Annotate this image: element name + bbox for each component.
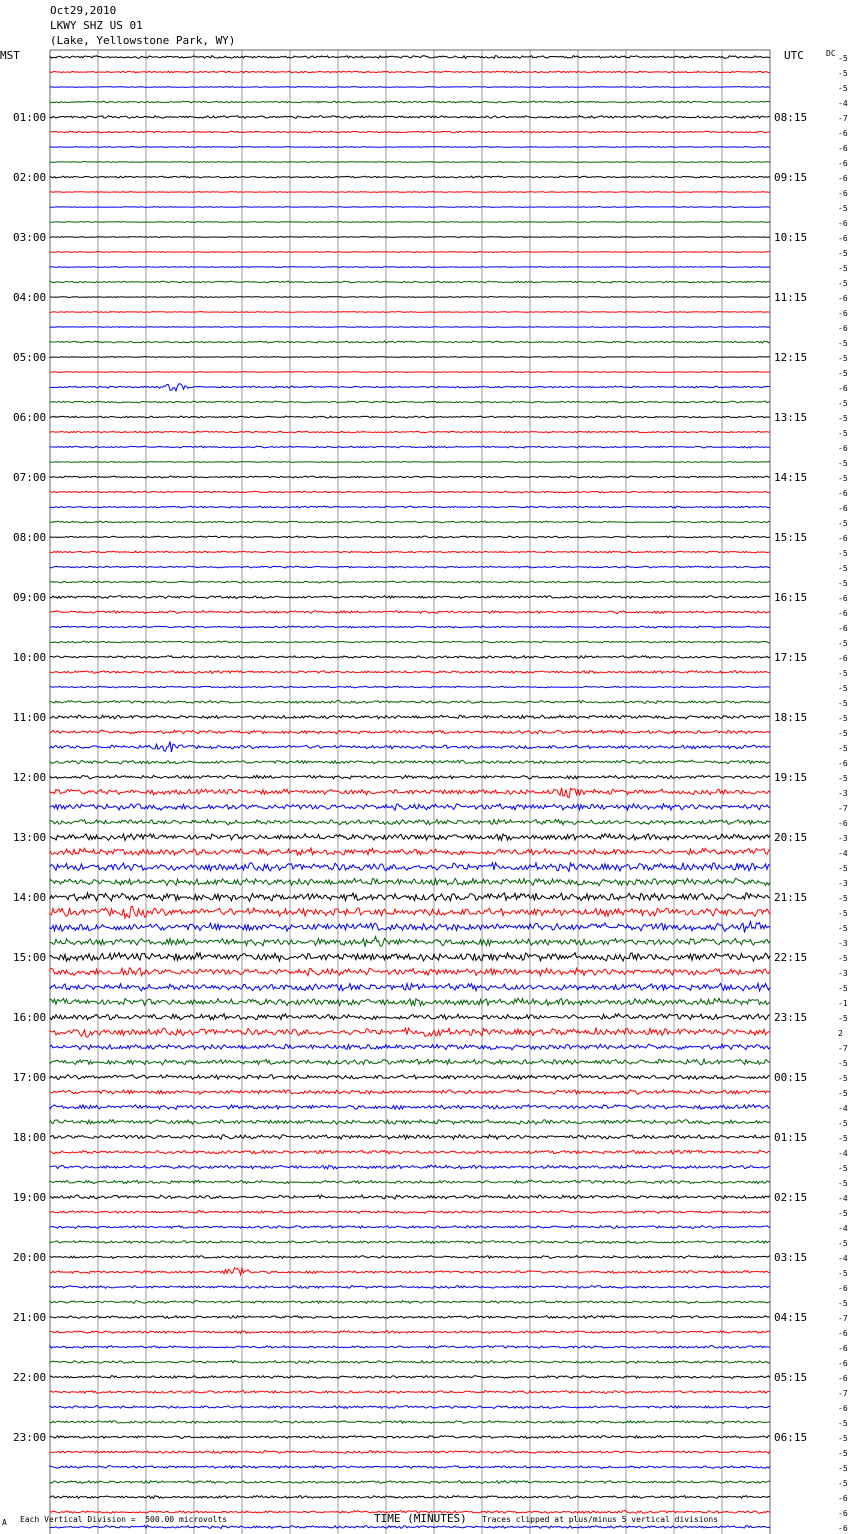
right-hour-label: 00:15 — [774, 1071, 808, 1084]
dc-offset-label: -4 — [838, 99, 848, 108]
dc-offset-label: -6 — [838, 159, 848, 168]
left-hour-label: 02:00 — [13, 171, 47, 184]
left-hour-label: 06:00 — [13, 411, 47, 424]
dc-offset-label: -5 — [838, 699, 848, 708]
dc-offset-label: -6 — [838, 819, 848, 828]
trace-row — [50, 101, 770, 103]
dc-offset-label: -4 — [838, 1194, 848, 1203]
trace-row — [50, 983, 770, 991]
x-axis-label: TIME (MINUTES) — [374, 1512, 467, 1525]
trace-row — [50, 281, 770, 283]
right-hour-label: 21:15 — [774, 891, 808, 904]
dc-offset-label: -6 — [838, 144, 848, 153]
dc-offset-label: -4 — [838, 1254, 848, 1263]
left-hour-label: 07:00 — [13, 471, 47, 484]
trace-row — [50, 1059, 770, 1065]
trace-row — [50, 56, 770, 59]
trace-row — [50, 775, 770, 779]
trace-row — [50, 611, 770, 614]
station-code: LKWY SHZ US 01 — [50, 19, 143, 32]
trace-row — [50, 1105, 770, 1110]
trace-row — [50, 1451, 770, 1454]
trace-row — [50, 207, 770, 208]
trace-row — [50, 1044, 770, 1050]
dc-offset-label: -5 — [838, 909, 848, 918]
dc-offset-label: -1 — [838, 999, 848, 1008]
dc-offset-label: -6 — [838, 309, 848, 318]
trace-row — [50, 357, 770, 358]
trace-row — [50, 431, 770, 433]
left-hour-label: 03:00 — [13, 231, 47, 244]
dc-offset-label: -5 — [838, 459, 848, 468]
trace-row — [50, 491, 770, 493]
right-hour-label: 19:15 — [774, 771, 808, 784]
dc-offset-label: -6 — [838, 534, 848, 543]
left-hour-label: 01:00 — [13, 111, 47, 124]
dc-offset-label: -5 — [838, 399, 848, 408]
left-hour-label: 15:00 — [13, 951, 47, 964]
trace-row — [50, 715, 770, 719]
left-hour-label: 19:00 — [13, 1191, 47, 1204]
dc-offset-label: -6 — [838, 1494, 848, 1503]
dc-offset-label: -4 — [838, 1149, 848, 1158]
trace-row — [50, 671, 770, 674]
dc-offset-label: -6 — [838, 1329, 848, 1338]
trace-row — [50, 968, 770, 976]
dc-offset-label: -6 — [838, 384, 848, 393]
dc-offset-label: -5 — [838, 954, 848, 963]
dc-offset-label: -5 — [838, 1164, 848, 1173]
trace-row — [50, 1014, 770, 1020]
trace-row — [50, 1496, 770, 1499]
dc-offset-label: -5 — [838, 639, 848, 648]
dc-offset-label: -5 — [838, 1434, 848, 1443]
right-hour-label: 18:15 — [774, 711, 808, 724]
dc-offset-label: -6 — [838, 594, 848, 603]
dc-offset-label: -5 — [838, 1119, 848, 1128]
trace-row — [50, 906, 770, 918]
trace-row — [50, 1241, 770, 1244]
dc-offset-label: 2 — [838, 1029, 843, 1038]
dc-offset-label: -5 — [838, 1209, 848, 1218]
right-hour-label: 20:15 — [774, 831, 808, 844]
dc-offset-label: -5 — [838, 579, 848, 588]
right-hour-label: 15:15 — [774, 531, 808, 544]
trace-row — [50, 372, 770, 373]
trace-row — [50, 626, 770, 628]
trace-row — [50, 788, 770, 798]
trace-row — [50, 656, 770, 659]
right-hour-label: 02:15 — [774, 1191, 808, 1204]
trace-row — [50, 1421, 770, 1424]
trace-row — [50, 1120, 770, 1125]
dc-offset-label: -5 — [838, 684, 848, 693]
trace-row — [50, 252, 770, 253]
trace-row — [50, 401, 770, 403]
dc-offset-label: -5 — [838, 1059, 848, 1068]
trace-row — [50, 1090, 770, 1095]
dc-offset-label: -5 — [838, 984, 848, 993]
trace-row — [50, 804, 770, 810]
trace-row — [50, 1466, 770, 1469]
right-hour-label: 16:15 — [774, 591, 808, 604]
trace-row — [50, 566, 770, 568]
trace-row — [50, 741, 770, 752]
trace-row — [50, 476, 770, 478]
trace-row — [50, 551, 770, 553]
dc-offset-label: -6 — [838, 504, 848, 513]
dc-offset-label: -3 — [838, 879, 848, 888]
dc-offset-label: -5 — [838, 1179, 848, 1188]
dc-offset-label: -6 — [838, 174, 848, 183]
dc-offset-label: -5 — [838, 474, 848, 483]
dc-offset-label: -6 — [838, 1374, 848, 1383]
dc-offset-label: -3 — [838, 834, 848, 843]
dc-offset-label: -6 — [838, 219, 848, 228]
trace-row — [50, 131, 770, 133]
trace-row — [50, 1406, 770, 1409]
trace-row — [50, 1195, 770, 1199]
footer-mark: A — [2, 1518, 7, 1527]
dc-offset-label: -5 — [838, 729, 848, 738]
trace-row — [50, 1180, 770, 1184]
dc-offset-label: -6 — [838, 1524, 848, 1533]
dc-offset-label: -5 — [838, 429, 848, 438]
trace-row — [50, 327, 770, 328]
dc-offset-label: -7 — [838, 804, 848, 813]
left-hour-label: 11:00 — [13, 711, 47, 724]
dc-offset-label: -5 — [838, 354, 848, 363]
dc-offset-label: -5 — [838, 1464, 848, 1473]
left-hour-label: 08:00 — [13, 531, 47, 544]
dc-offset-label: -3 — [838, 939, 848, 948]
left-hour-label: 09:00 — [13, 591, 47, 604]
trace-row — [50, 937, 770, 947]
trace-row — [50, 1331, 770, 1334]
dc-offset-label: -6 — [838, 189, 848, 198]
dc-offset-label: -5 — [838, 519, 848, 528]
left-hour-label: 18:00 — [13, 1131, 47, 1144]
dc-offset-label: -6 — [838, 489, 848, 498]
dc-offset-label: -6 — [838, 609, 848, 618]
dc-offset-label: -5 — [838, 1074, 848, 1083]
trace-row — [50, 1286, 770, 1289]
trace-row — [50, 1028, 770, 1037]
dc-offset-label: -6 — [838, 324, 848, 333]
trace-row — [50, 1150, 770, 1154]
dc-offset-label: -5 — [838, 204, 848, 213]
dc-offset-label: -6 — [838, 444, 848, 453]
trace-row — [50, 1226, 770, 1229]
dc-offset-label: -7 — [838, 114, 848, 123]
trace-row — [50, 922, 770, 933]
trace-row — [50, 267, 770, 268]
dc-offset-label: -5 — [838, 264, 848, 273]
dc-offset-label: -6 — [838, 624, 848, 633]
dc-offset-label: -5 — [838, 744, 848, 753]
right-hour-label: 09:15 — [774, 171, 808, 184]
trace-row — [50, 237, 770, 238]
trace-row — [50, 116, 770, 119]
dc-offset-label: -5 — [838, 549, 848, 558]
right-hour-label: 17:15 — [774, 651, 808, 664]
dc-offset-label: -5 — [838, 864, 848, 873]
trace-row — [50, 506, 770, 508]
trace-row — [50, 834, 770, 841]
dc-offset-label: -5 — [838, 1479, 848, 1488]
trace-row — [50, 462, 770, 463]
dc-offset-label: -5 — [838, 1419, 848, 1428]
trace-row — [50, 1256, 770, 1259]
trace-row — [50, 893, 770, 901]
trace-row — [50, 701, 770, 704]
trace-row — [50, 848, 770, 855]
trace-row — [50, 581, 770, 583]
right-hour-label: 06:15 — [774, 1431, 808, 1444]
dc-offset-label: -5 — [838, 669, 848, 678]
trace-row — [50, 998, 770, 1006]
trace-row — [50, 1436, 770, 1439]
dc-offset-label: -5 — [838, 414, 848, 423]
dc-offset-label: -6 — [838, 234, 848, 243]
trace-row — [50, 521, 770, 523]
trace-row — [50, 341, 770, 343]
trace-row — [50, 192, 770, 193]
dc-offset-label: -6 — [838, 1404, 848, 1413]
dc-offset-label: -5 — [838, 249, 848, 258]
trace-row — [50, 641, 770, 643]
dc-offset-label: -4 — [838, 1224, 848, 1233]
clip-note: Traces clipped at plus/minus 5 vertical divisions — [482, 1515, 719, 1524]
dc-offset-label: -5 — [838, 1134, 848, 1143]
trace-row — [50, 1391, 770, 1394]
trace-row — [50, 162, 770, 163]
right-hour-label: 01:15 — [774, 1131, 808, 1144]
trace-row — [50, 1211, 770, 1214]
left-timezone: MST — [0, 49, 20, 62]
trace-row — [50, 596, 770, 599]
dc-offset-label: -5 — [838, 1089, 848, 1098]
dc-offset-label: -4 — [838, 849, 848, 858]
right-hour-label: 22:15 — [774, 951, 808, 964]
trace-row — [50, 863, 770, 872]
dc-offset-label: -3 — [838, 969, 848, 978]
trace-row — [50, 1316, 770, 1319]
dc-offset-label: -5 — [838, 714, 848, 723]
trace-row — [50, 1481, 770, 1484]
trace-row — [50, 71, 770, 73]
trace-row — [50, 730, 770, 734]
trace-row — [50, 1165, 770, 1169]
right-hour-label: 13:15 — [774, 411, 808, 424]
dc-offset-label: -5 — [838, 564, 848, 573]
right-timezone: UTC — [784, 49, 804, 62]
dc-offset-label: -5 — [838, 54, 848, 63]
trace-row — [50, 416, 770, 418]
dc-offset-label: -6 — [838, 1284, 848, 1293]
trace-row — [50, 760, 770, 764]
dc-offset-label: -6 — [838, 129, 848, 138]
dc-offset-label: -6 — [838, 1359, 848, 1368]
dc-offset-label: -5 — [838, 69, 848, 78]
trace-row — [50, 820, 770, 825]
dc-offset-label: -7 — [838, 1314, 848, 1323]
dc-offset-label: -6 — [838, 759, 848, 768]
dc-offset-label: -3 — [838, 789, 848, 798]
left-hour-label: 17:00 — [13, 1071, 47, 1084]
left-hour-label: 12:00 — [13, 771, 47, 784]
right-hour-label: 23:15 — [774, 1011, 808, 1024]
trace-row — [50, 953, 770, 962]
trace-row — [50, 222, 770, 223]
dc-offset-label: -5 — [838, 924, 848, 933]
right-hour-label: 11:15 — [774, 291, 808, 304]
dc-header: DC — [826, 49, 836, 58]
trace-row — [50, 446, 770, 448]
trace-row — [50, 686, 770, 688]
right-hour-label: 05:15 — [774, 1371, 808, 1384]
dc-offset-label: -5 — [838, 1239, 848, 1248]
left-hour-label: 13:00 — [13, 831, 47, 844]
trace-row — [50, 536, 770, 538]
left-hour-label: 16:00 — [13, 1011, 47, 1024]
station-location: (Lake, Yellowstone Park, WY) — [50, 34, 236, 47]
dc-offset-label: -7 — [838, 1044, 848, 1053]
right-hour-label: 04:15 — [774, 1311, 808, 1324]
dc-offset-label: -5 — [838, 894, 848, 903]
trace-row — [50, 1346, 770, 1349]
plot-date: Oct29,2010 — [50, 4, 117, 17]
dc-offset-label: -5 — [838, 774, 848, 783]
trace-row — [50, 147, 770, 148]
trace-row — [50, 297, 770, 298]
left-hour-label: 22:00 — [13, 1371, 47, 1384]
left-hour-label: 14:00 — [13, 891, 47, 904]
trace-row — [50, 1526, 770, 1529]
dc-offset-label: -7 — [838, 1389, 848, 1398]
right-hour-label: 08:15 — [774, 111, 808, 124]
trace-row — [50, 1376, 770, 1379]
left-hour-label: 20:00 — [13, 1251, 47, 1264]
left-hour-label: 23:00 — [13, 1431, 47, 1444]
trace-row — [50, 1301, 770, 1304]
dc-offset-label: -6 — [838, 654, 848, 663]
dc-offset-label: -5 — [838, 1014, 848, 1023]
left-hour-label: 04:00 — [13, 291, 47, 304]
trace-row — [50, 1361, 770, 1364]
trace-row — [50, 384, 770, 391]
left-hour-label: 05:00 — [13, 351, 47, 364]
right-hour-label: 14:15 — [774, 471, 808, 484]
dc-offset-label: -6 — [838, 1509, 848, 1518]
dc-offset-label: -5 — [838, 1299, 848, 1308]
dc-offset-label: -5 — [838, 84, 848, 93]
trace-row — [50, 1075, 770, 1080]
left-hour-label: 21:00 — [13, 1311, 47, 1324]
scale-note: Each Vertical Division = 500.00 microvolts — [20, 1515, 228, 1524]
trace-row — [50, 176, 770, 178]
right-hour-label: 03:15 — [774, 1251, 808, 1264]
dc-offset-label: -4 — [838, 1104, 848, 1113]
trace-row — [50, 312, 770, 313]
right-hour-label: 12:15 — [774, 351, 808, 364]
dc-offset-label: -6 — [838, 294, 848, 303]
dc-offset-label: -5 — [838, 1449, 848, 1458]
trace-row — [50, 878, 770, 885]
trace-row — [50, 87, 770, 88]
dc-offset-label: -5 — [838, 279, 848, 288]
trace-row — [50, 1268, 770, 1275]
trace-row — [50, 1135, 770, 1140]
dc-offset-label: -5 — [838, 369, 848, 378]
dc-offset-label: -6 — [838, 1344, 848, 1353]
dc-offset-label: -5 — [838, 1269, 848, 1278]
dc-offset-label: -5 — [838, 339, 848, 348]
right-hour-label: 10:15 — [774, 231, 808, 244]
left-hour-label: 10:00 — [13, 651, 47, 664]
